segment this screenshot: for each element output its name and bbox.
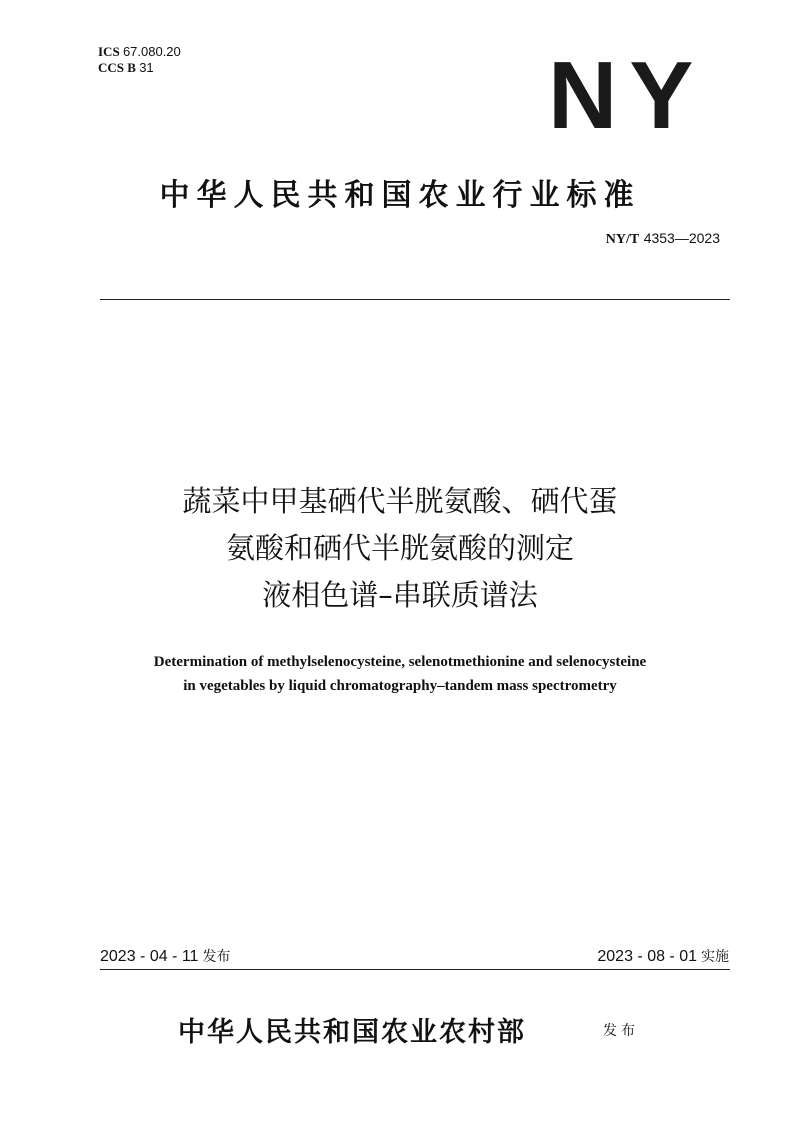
implement-date	[597, 946, 729, 966]
standard-number-prefix: NY/T	[605, 232, 640, 247]
implement-date-label: 实施	[701, 949, 729, 965]
publisher-name: 中华人民共和国农业农村部	[178, 1017, 526, 1048]
issue-date-value: 2023 - 04 - 11	[100, 948, 199, 965]
title-en-line-2: in vegetables by liquid chromatography–tandem mass spectrometry	[183, 678, 617, 694]
standard-number	[606, 230, 720, 248]
issue-date-label: 发布	[202, 949, 231, 965]
ccs-label: CCS B	[98, 60, 136, 75]
ics-label: ICS	[98, 44, 120, 59]
ics-line	[98, 44, 181, 60]
ccs-line	[98, 60, 181, 76]
title-cn-line-2: 氨酸和硒代半胱氨酸的测定	[225, 531, 574, 565]
standard-number-value: 4353—2023	[643, 230, 720, 246]
implement-date-value: 2023 - 08 - 01	[597, 948, 697, 965]
footer-divider	[100, 969, 730, 970]
standard-category-title: 中华人民共和国农业行业标准	[159, 178, 641, 213]
title-en-line-1: Determination of methylselenocysteine, selenotmethionine and selenocysteine	[153, 654, 647, 670]
ccs-code: 31	[139, 60, 154, 75]
document-title-cn	[0, 478, 800, 619]
issue-date	[100, 946, 230, 966]
ics-code: 67.080.20	[122, 44, 181, 59]
title-cn-line-3: 液相色谱–串联质谱法	[262, 578, 538, 612]
ny-logo: NY	[548, 42, 706, 149]
document-title-en	[0, 650, 800, 698]
header-divider	[100, 299, 730, 300]
classification-codes	[98, 44, 181, 76]
title-cn-line-1: 蔬菜中甲基硒代半胱氨酸、硒代蛋	[182, 484, 618, 518]
publisher-suffix: 发布	[603, 1023, 639, 1039]
